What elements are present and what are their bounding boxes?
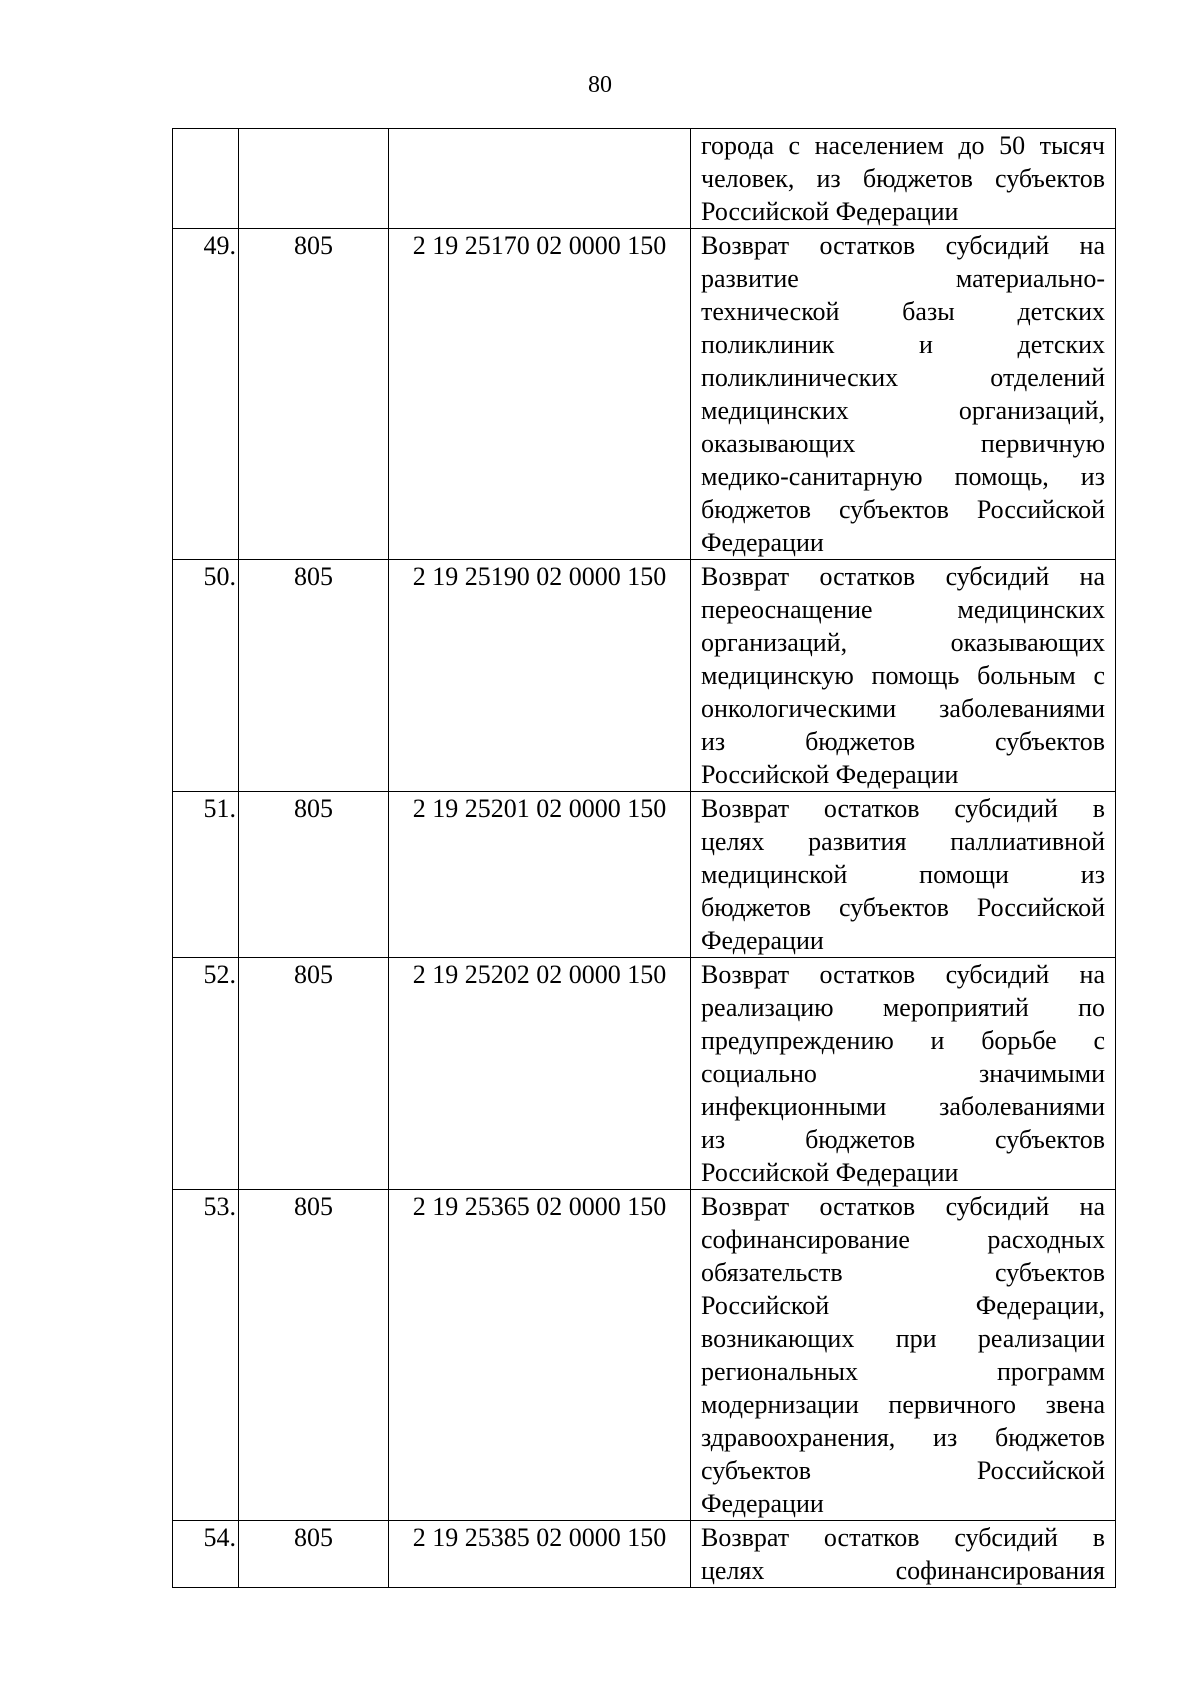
budget-classification-code: 2 19 25365 02 0000 150 [389,1190,691,1521]
income-type-name [691,229,1116,560]
name-line: человек, из бюджетов субъектов [701,164,1105,193]
budget-classification-code: 2 19 25202 02 0000 150 [389,958,691,1190]
name-line: предупреждению и борьбе с [701,1026,1105,1055]
name-line: из бюджетов субъектов [701,1125,1105,1154]
name-line: Российской Федерации, [701,1291,1105,1320]
name-line: инфекционными заболеваниями [701,1092,1105,1121]
table-body [173,129,1116,1588]
name-line: Российской Федерации [701,1158,959,1187]
admin-code: 805 [239,1190,389,1521]
income-type-name [691,958,1116,1190]
row-number: 50. [173,560,239,792]
name-line: поликлинических отделений [701,363,1105,392]
name-line: медицинских организаций, [701,396,1105,425]
income-type-name [691,1190,1116,1521]
name-line: бюджетов субъектов Российской [701,495,1105,524]
table-row [173,560,1116,792]
name-line: медико-санитарную помощь, из [701,462,1105,491]
name-line: социально значимыми [701,1059,1105,1088]
name-line: Возврат остатков субсидий на [701,1192,1105,1221]
name-line: обязательств субъектов [701,1258,1105,1287]
name-line: Возврат остатков субсидий в [701,1523,1105,1552]
name-line: развитие материально- [701,264,1105,293]
budget-classification-code: 2 19 25170 02 0000 150 [389,229,691,560]
income-type-name [691,1521,1116,1588]
admin-code: 805 [239,792,389,958]
income-type-name [691,129,1116,229]
income-type-name [691,792,1116,958]
table-row [173,958,1116,1190]
name-line: Федерации [701,1489,824,1518]
admin-code: 805 [239,560,389,792]
row-number: 49. [173,229,239,560]
name-line: региональных программ [701,1357,1105,1386]
name-line: модернизации первичного звена [701,1390,1105,1419]
name-line: Федерации [701,528,824,557]
table-row [173,792,1116,958]
name-line: медицинскую помощь больным с [701,661,1105,690]
name-line: Возврат остатков субсидий в [701,794,1105,823]
table-row [173,229,1116,560]
row-number: 52. [173,958,239,1190]
name-line: Федерации [701,926,824,955]
name-line: целях развития паллиативной [701,827,1105,856]
name-line: Российской Федерации [701,197,959,226]
budget-classification-code [389,129,691,229]
income-type-name [691,560,1116,792]
name-line: поликлиник и детских [701,330,1105,359]
row-number: 54. [173,1521,239,1588]
budget-codes-table [172,128,1116,1588]
admin-code: 805 [239,229,389,560]
admin-code: 805 [239,1521,389,1588]
name-line: оказывающих первичную [701,429,1105,458]
name-line: Возврат остатков субсидий на [701,562,1105,591]
admin-code: 805 [239,958,389,1190]
row-number: 51. [173,792,239,958]
name-line: организаций, оказывающих [701,628,1105,657]
name-line: реализацию мероприятий по [701,993,1105,1022]
table-row [173,129,1116,229]
table-row [173,1190,1116,1521]
budget-classification-code: 2 19 25201 02 0000 150 [389,792,691,958]
name-line: Российской Федерации [701,760,959,789]
name-line: целях софинансирования [701,1556,1105,1585]
row-number: 53. [173,1190,239,1521]
name-line: бюджетов субъектов Российской [701,893,1105,922]
name-line: здравоохранения, из бюджетов [701,1423,1105,1452]
admin-code [239,129,389,229]
name-line: города с населением до 50 тысяч [701,131,1105,160]
name-line: медицинской помощи из [701,860,1105,889]
page-number: 80 [588,72,612,98]
name-line: Возврат остатков субсидий на [701,960,1105,989]
budget-classification-code: 2 19 25385 02 0000 150 [389,1521,691,1588]
name-line: переоснащение медицинских [701,595,1105,624]
name-line: онкологическими заболеваниями [701,694,1105,723]
table-row [173,1521,1116,1588]
name-line: технической базы детских [701,297,1105,326]
name-line: возникающих при реализации [701,1324,1105,1353]
name-line: Возврат остатков субсидий на [701,231,1105,260]
name-line: субъектов Российской [701,1456,1105,1485]
row-number [173,129,239,229]
name-line: из бюджетов субъектов [701,727,1105,756]
budget-classification-code: 2 19 25190 02 0000 150 [389,560,691,792]
name-line: софинансирование расходных [701,1225,1105,1254]
